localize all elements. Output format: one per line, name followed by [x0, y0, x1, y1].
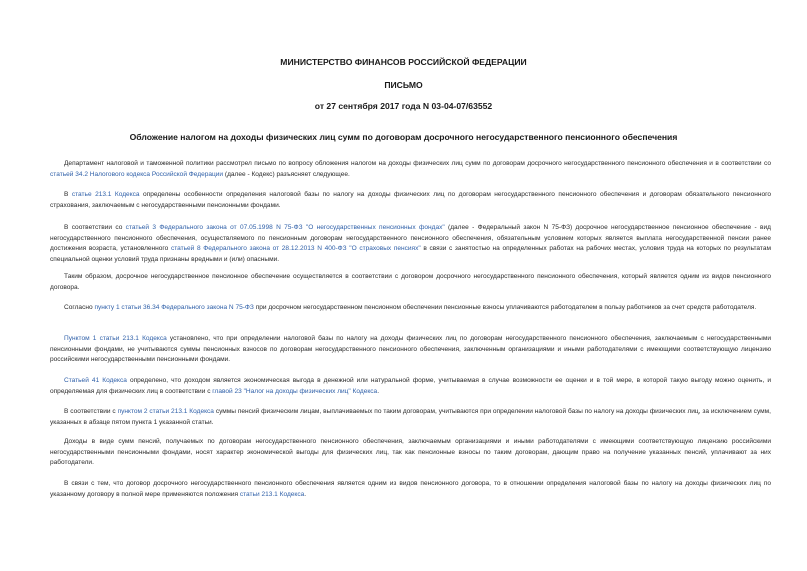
paragraph-6: Пунктом 1 статьи 213.1 Кодекса установлено, что при определении налоговой базы по налогу на доходы физических лиц по договорам негосударственного пенсионного обеспечения, заключаемым с негосударственными пенсионными фондами, не учитываются суммы пенсионных взносов по договорам негосударственного пенсионного обеспечения, заключенным организациями и иными работодателями с имеющими соответствующую лицензию российскими негосударственными пенсионными фондами. [50, 335, 771, 364]
link-article-213-1-point-2[interactable]: пунктом 2 статьи 213.1 Кодекса [117, 408, 214, 415]
document-subject: Обложение налогом на доходы физических лиц сумм по договорам досрочного негосударственного пенсионного обеспечения [129, 132, 678, 142]
document-type: ПИСЬМО [384, 80, 423, 90]
paragraph-7: Статьей 41 Кодекса определено, что доходом является экономическая выгода в денежной или натуральной форме, учитываемая в случае возможности ее оценки и в той мере, в которой такую выгоду можно оценить, и определяемая для физических лиц в соответствии с главой 23 "Налог на доходы физических лиц" Кодекса. [50, 377, 772, 395]
paragraph-4: Таким образом, досрочное негосударственное пенсионное обеспечение осуществляется в соответствии с договором досрочного негосударственного пенсионного обеспечения, который является одним из видов пенсионного договора. [50, 273, 771, 291]
paragraph-1: Департамент налоговой и таможенной политики рассмотрел письмо по вопросу обложения налогом на доходы физических лиц сумм по договорам досрочного негосударственного пенсионного обеспечения и в соответствии со статьей 34.2 Налогового кодекса Российской Федерации (далее - Кодекс) разъясняет следующее. [50, 160, 771, 178]
paragraph-9: Доходы в виде сумм пенсий, получаемых по договорам негосударственного пенсионного обеспечения, заключаемым организациями и иными работодателями с имеющими соответствующую лицензию российскими негосударственными пенсионными фондами, носят характер экономической выгоды для физических лиц, так как пенсионные взносы по таким договорам, дающим право на получение указанных пенсий, уплачивают за них работодатели. [50, 438, 771, 467]
link-law-400-fz-article-8[interactable]: статьей 8 Федерального закона от 28.12.2013 N 400-ФЗ "О страховых пенсиях" [170, 245, 421, 253]
link-article-213-1-final[interactable]: статьи 213.1 Кодекса [239, 490, 305, 498]
document-date-number: от 27 сентября 2017 года N 03-04-07/63552 [314, 101, 493, 111]
paragraph-5: Согласно пункту 1 статьи 36.34 Федерального закона N 75-ФЗ при досрочном негосударственном пенсионном обеспечении пенсионные взносы уплачиваются работодателем в пользу работников за счет средств работодателя. [64, 304, 757, 311]
ministry-heading: МИНИСТЕРСТВО ФИНАНСОВ РОССИЙСКОЙ ФЕДЕРАЦИИ [280, 57, 527, 67]
link-tax-code-article-34-2[interactable]: статьей 34.2 Налогового кодекса Российской Федерации [50, 170, 224, 178]
link-article-41[interactable]: Статьей 41 Кодекса [64, 377, 127, 384]
link-chapter-23[interactable]: главой 23 "Налог на доходы физических лиц" Кодекса [212, 387, 378, 395]
paragraph-3: В соответствии со статьей 3 Федерального закона от 07.05.1998 N 75-ФЗ "О негосударственных пенсионных фондах" (далее - Федеральный закон N 75-ФЗ) досрочное негосударственное пенсионное обеспечение - вид негосударственного пенсионного обеспечения, осуществляемого по пенсионным договорам негосударственного пенсионного обеспечения, обязательным условием которых является выплата негосударственной пенсии ранее достижения возраста, установленного статьей 8 Федерального закона от 28.12.2013 N 400-ФЗ "О страховых пенсиях" в связи с занятостью на определенных работах на рабочих местах, условия труда на которых по результатам специальной оценки условий труда признаны вредными и (или) опасными. [50, 224, 771, 263]
link-article-213-1-point-1[interactable]: Пунктом 1 статьи 213.1 Кодекса [64, 335, 167, 342]
paragraph-2: В статье 213.1 Кодекса определены особенности определения налоговой базы по налогу на доходы физических лиц по договорам негосударственного пенсионного обеспечения и договорам обязательного пенсионного страхования, заключаемым с негосударственными пенсионными фондами. [50, 191, 771, 209]
paragraph-10: В связи с тем, что договор досрочного негосударственного пенсионного обеспечения является одним из видов пенсионного договора, то в отношении определения налоговой базы по налогу на доходы физических лиц по указанному договору в полной мере применяются положения статьи 213.1 Кодекса. [50, 480, 771, 498]
link-law-75-fz-article-3[interactable]: статьей 3 Федерального закона от 07.05.1998 N 75-ФЗ "О негосударственных пенсионных фондах" [125, 224, 445, 231]
link-article-213-1[interactable]: статье 213.1 Кодекса [71, 191, 140, 198]
link-law-75-fz-article-36-34[interactable]: пункту 1 статьи 36.34 Федерального закона N 75-ФЗ [94, 304, 254, 311]
paragraph-8: В соответствии с пунктом 2 статьи 213.1 Кодекса суммы пенсий физическим лицам, выплачиваемых по таким договорам, учитываются при определении налоговой базы по налогу на доходы физических лиц, за исключением сумм, указанных в абзаце пятом пункта 1 указанной статьи. [50, 408, 771, 426]
